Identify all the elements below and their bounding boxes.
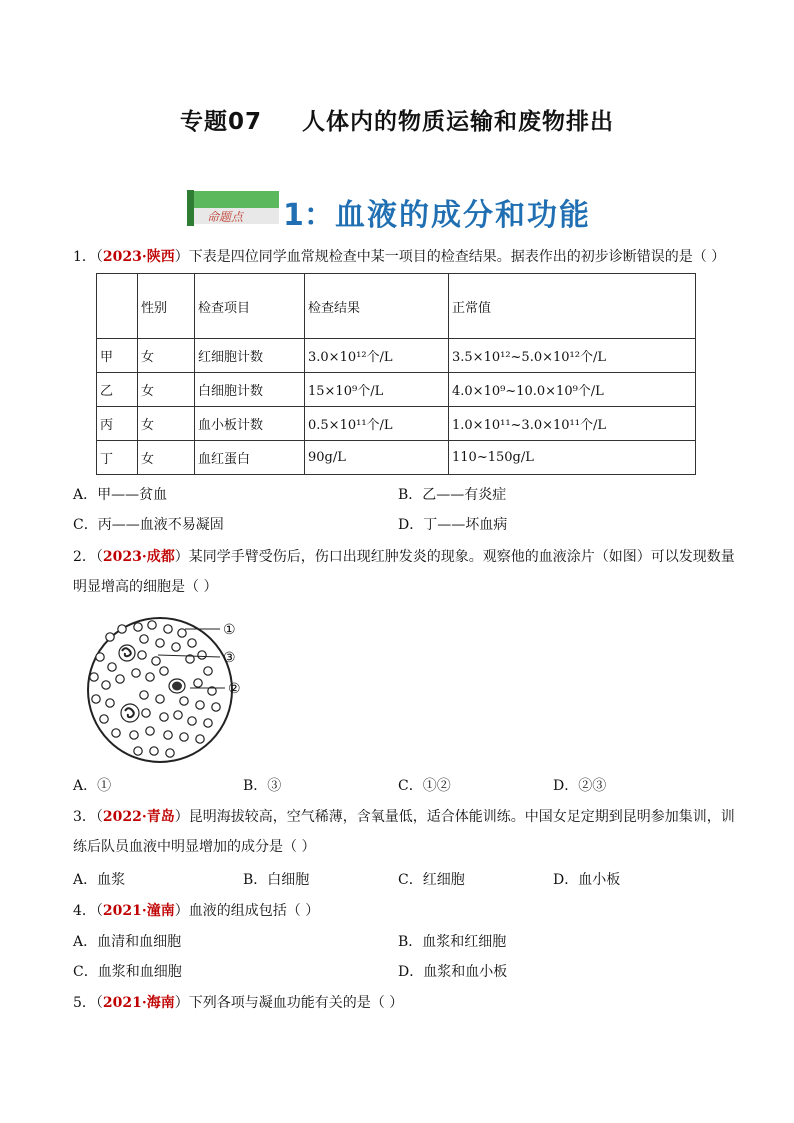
option-d[interactable]: D．血浆和血小板 bbox=[398, 964, 508, 980]
section-number: 1： bbox=[283, 198, 334, 233]
title-main: 人体内的物质运输和废物排出 bbox=[302, 109, 614, 135]
table-cell: 女 bbox=[138, 339, 195, 373]
question-number: 2．（ bbox=[73, 549, 103, 565]
white-blood-cell bbox=[121, 704, 139, 722]
table-header-cell: 性别 bbox=[138, 274, 195, 339]
red-blood-cell bbox=[142, 709, 150, 717]
red-blood-cell bbox=[160, 667, 168, 675]
red-blood-cell bbox=[196, 735, 204, 743]
red-blood-cell bbox=[180, 733, 188, 741]
red-blood-cell bbox=[204, 719, 212, 727]
question-3 bbox=[73, 807, 735, 827]
option-d[interactable]: D．血小板 bbox=[553, 872, 621, 888]
table-cell: 110~150g/L bbox=[449, 441, 696, 475]
red-blood-cell bbox=[180, 697, 188, 705]
label-2: ② bbox=[228, 681, 241, 697]
stained-cell bbox=[169, 679, 185, 693]
red-blood-cell bbox=[152, 657, 160, 665]
table-cell: 乙 bbox=[97, 373, 138, 407]
red-blood-cell bbox=[96, 653, 104, 661]
red-blood-cell bbox=[108, 663, 116, 671]
option-c[interactable]: C．①② bbox=[398, 778, 451, 794]
red-blood-cell bbox=[134, 747, 142, 755]
question-number: 1．（ bbox=[73, 249, 103, 265]
red-blood-cells bbox=[90, 621, 220, 757]
table-cell: 3.5×10¹²~5.0×10¹²个/L bbox=[449, 339, 696, 373]
question-2-line2: 明显增高的细胞是（ ） bbox=[73, 579, 218, 595]
white-blood-cell bbox=[119, 645, 135, 661]
option-c[interactable]: C．血浆和血细胞 bbox=[73, 964, 182, 980]
source-close: ） bbox=[174, 549, 189, 565]
question-text: 某同学手臂受伤后，伤口出现红肿发炎的现象。观察他的血液涂片（如图）可以发现数量 bbox=[188, 549, 735, 565]
option-b[interactable]: B．白细胞 bbox=[243, 872, 310, 888]
option-c[interactable]: C．红细胞 bbox=[398, 872, 465, 888]
table-cell: 甲 bbox=[97, 339, 138, 373]
table-header-row bbox=[97, 274, 696, 339]
question-source: 2021·海南 bbox=[102, 995, 175, 1011]
table-row bbox=[97, 339, 696, 373]
option-a[interactable]: A．甲——贫血 bbox=[73, 487, 168, 503]
table-row bbox=[97, 441, 696, 475]
question-source: 2023·成都 bbox=[102, 549, 175, 565]
table-header-cell: 检查项目 bbox=[195, 274, 305, 339]
source-close: ） bbox=[174, 995, 189, 1011]
table-cell: 丙 bbox=[97, 407, 138, 441]
table-cell: 女 bbox=[138, 407, 195, 441]
red-blood-cell bbox=[194, 679, 202, 687]
source-close: ） bbox=[174, 903, 189, 919]
question-number: 5．（ bbox=[73, 995, 103, 1011]
red-blood-cell bbox=[188, 639, 196, 647]
table-cell: 血小板计数 bbox=[195, 407, 305, 441]
source-close: ） bbox=[174, 809, 189, 825]
red-blood-cell bbox=[90, 673, 98, 681]
red-blood-cell bbox=[116, 675, 124, 683]
option-a[interactable]: A．血浆 bbox=[73, 872, 126, 888]
red-blood-cell bbox=[134, 623, 142, 631]
option-b[interactable]: B．③ bbox=[243, 778, 282, 794]
red-blood-cell bbox=[148, 621, 156, 629]
question-3-line2: 练后队员血液中明显增加的成分是（ ） bbox=[73, 839, 316, 855]
table-cell: 丁 bbox=[97, 441, 138, 475]
red-blood-cell bbox=[146, 727, 154, 735]
question-source: 2021·潼南 bbox=[102, 903, 175, 919]
table-cell: 90g/L bbox=[305, 441, 449, 475]
table-row bbox=[97, 407, 696, 441]
option-c[interactable]: C．丙——血液不易凝固 bbox=[73, 517, 224, 533]
question-number: 4．（ bbox=[73, 903, 103, 919]
question-text: 下表是四位同学血常规检查中某一项目的检查结果。据表作出的初步诊断错误的是（ ） bbox=[188, 249, 726, 265]
question-1 bbox=[73, 247, 725, 267]
red-blood-cell bbox=[178, 629, 186, 637]
page-title bbox=[0, 103, 794, 136]
section-header bbox=[185, 188, 635, 232]
table-cell: 女 bbox=[138, 373, 195, 407]
question-source: 2022·青岛 bbox=[102, 809, 175, 825]
red-blood-cell bbox=[196, 701, 204, 709]
red-blood-cell bbox=[174, 711, 182, 719]
option-d[interactable]: D．②③ bbox=[553, 778, 607, 794]
red-blood-cell bbox=[140, 635, 148, 643]
red-blood-cell bbox=[92, 695, 100, 703]
red-blood-cell bbox=[106, 633, 114, 641]
option-a[interactable]: A．血清和血细胞 bbox=[73, 934, 182, 950]
red-blood-cell bbox=[198, 651, 206, 659]
question-text: 昆明海拔较高，空气稀薄，含氧量低，适合体能训练。中国女足定期到昆明参加集训，训 bbox=[188, 809, 735, 825]
red-blood-cell bbox=[166, 749, 174, 757]
label-1: ① bbox=[223, 622, 236, 638]
red-blood-cell bbox=[164, 731, 172, 739]
option-d[interactable]: D．丁——坏血病 bbox=[398, 517, 508, 533]
red-blood-cell bbox=[112, 729, 120, 737]
question-2 bbox=[73, 547, 735, 567]
table-row bbox=[97, 373, 696, 407]
table-cell: 15×10⁹个/L bbox=[305, 373, 449, 407]
red-blood-cell bbox=[130, 731, 138, 739]
question-5 bbox=[73, 993, 403, 1013]
table-cell: 红细胞计数 bbox=[195, 339, 305, 373]
title-prefix: 专题07 bbox=[179, 109, 262, 135]
question-number: 3．（ bbox=[73, 809, 103, 825]
option-b[interactable]: B．乙——有炎症 bbox=[398, 487, 507, 503]
table-cell: 白细胞计数 bbox=[195, 373, 305, 407]
blood-smear-figure bbox=[80, 615, 255, 765]
red-blood-cell bbox=[138, 651, 146, 659]
table-header-cell: 正常值 bbox=[449, 274, 696, 339]
red-blood-cell bbox=[212, 703, 220, 711]
red-blood-cell bbox=[140, 691, 148, 699]
exam-table bbox=[96, 273, 696, 475]
table-cell: 女 bbox=[138, 441, 195, 475]
table-header-cell bbox=[97, 274, 138, 339]
question-4 bbox=[73, 901, 319, 921]
table-cell: 4.0×10⁹~10.0×10⁹个/L bbox=[449, 373, 696, 407]
red-blood-cell bbox=[150, 747, 158, 755]
red-blood-cell bbox=[164, 625, 172, 633]
question-text: 下列各项与凝血功能有关的是（ ） bbox=[188, 995, 404, 1011]
red-blood-cell bbox=[106, 699, 114, 707]
red-blood-cell bbox=[160, 713, 168, 721]
red-blood-cell bbox=[118, 625, 126, 633]
red-blood-cell bbox=[156, 695, 164, 703]
table-cell: 0.5×10¹¹个/L bbox=[305, 407, 449, 441]
section-title: 血液的成分和功能 bbox=[335, 198, 591, 233]
red-blood-cell bbox=[102, 681, 110, 689]
table-cell: 3.0×10¹²个/L bbox=[305, 339, 449, 373]
red-blood-cell bbox=[132, 669, 140, 677]
label-3: ③ bbox=[223, 650, 236, 666]
table-header-cell: 检查结果 bbox=[305, 274, 449, 339]
table-cell: 血红蛋白 bbox=[195, 441, 305, 475]
red-blood-cell bbox=[100, 715, 108, 723]
table-cell: 1.0×10¹¹~3.0×10¹¹个/L bbox=[449, 407, 696, 441]
option-b[interactable]: B．血浆和红细胞 bbox=[398, 934, 507, 950]
red-blood-cell bbox=[172, 643, 180, 651]
red-blood-cell bbox=[156, 639, 164, 647]
option-a[interactable]: A．① bbox=[73, 778, 112, 794]
flag-icon bbox=[185, 188, 281, 228]
red-blood-cell bbox=[204, 667, 212, 675]
question-text: 血液的组成包括（ ） bbox=[188, 903, 320, 919]
red-blood-cell bbox=[188, 717, 196, 725]
red-blood-cell bbox=[146, 673, 154, 681]
question-source: 2023·陕西 bbox=[102, 249, 175, 265]
source-close: ） bbox=[174, 249, 189, 265]
flag-label: 命题点 bbox=[207, 210, 244, 224]
